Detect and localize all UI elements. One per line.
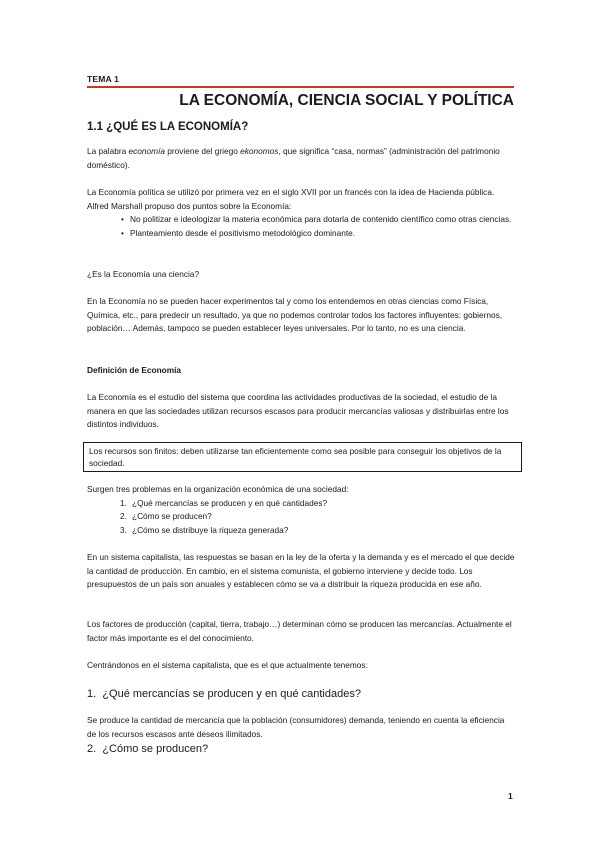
subheading-q1 (87, 687, 361, 701)
q2-text: ¿Cómo se producen? (102, 743, 209, 755)
list-item (120, 510, 515, 524)
list-number: 1. (120, 497, 127, 508)
q1-text: ¿Qué mercancías se producen y en qué cantidades? (102, 688, 361, 700)
page-title: LA ECONOMÍA, CIENCIA SOCIAL Y POLÍTICA (179, 92, 514, 109)
list-text: ¿Cómo se producen? (132, 511, 212, 521)
paragraph-politica (87, 186, 515, 240)
palabra-mid: proviene del griego (164, 146, 241, 156)
list-number: 3. (120, 524, 127, 535)
palabra-em-economia: economía (128, 146, 165, 156)
tema-label: TEMA 1 (87, 74, 120, 84)
paragraph-definicion: La Economía es el estudio del sistema que coordina las actividades productivas de la sociedad, el estudio de la manera en que las sociedades utilizan recursos escasos para producir mercancías valiosas y distribuirlas entre los distintos individuos. (87, 392, 509, 429)
header-rule (87, 86, 514, 88)
list-item (120, 497, 515, 511)
q2-number: 2. (87, 743, 97, 755)
list-item (120, 524, 515, 538)
paragraph-centrandonos: Centrándonos en el sistema capitalista, que es el que actualmente tenemos: (87, 660, 368, 670)
highlight-box: Los recursos son finitos: deben utilizarse tan eficientemente como sea posible para conseguir los objetivos de la sociedad. (83, 442, 522, 472)
palabra-post: , que significa “casa, normas” (administración del patrimonio doméstico). (87, 146, 500, 170)
question-ciencia: ¿Es la Economía una ciencia? (87, 269, 200, 279)
subheading-q2 (87, 742, 208, 756)
palabra-em-ekonomos: ekonomos (240, 146, 279, 156)
paragraph-factores: Los factores de producción (capital, tierra, trabajo…) determinan cómo se producen las mercancías. Actualmente el factor más importante es el del conocimiento. (87, 619, 512, 643)
paragraph-capitalista: En un sistema capitalista, las respuestas se basan en la ley de la oferta y la demanda y es el mercado el que decide la cantidad de producción. En cambio, en el sistema comunista, el gobierno interviene y decide todo. Los presupuestos de un país son anuales y establecen cómo se va a distribuir la riqueza producida en ese año. (87, 552, 515, 589)
palabra-pre: La palabra (87, 146, 129, 156)
bullet-item: • No politizar e ideologizar la materia económica para dotarla de contenido científico como otras ciencias. (121, 213, 515, 227)
problemas-list (87, 497, 515, 538)
list-number: 2. (120, 511, 127, 521)
bullet-item: • Planteamiento desde el positivismo metodológico dominante. (121, 227, 515, 241)
section-title: 1.1 ¿QUÉ ES LA ECONOMÍA? (87, 121, 249, 133)
marshall-bullet-list (87, 213, 515, 240)
list-text: ¿Cómo se distribuye la riqueza generada? (132, 524, 289, 535)
paragraph-ciencia: En la Economía no se pueden hacer experimentos tal y como los entendemos en otras ciencias como Física, Química, etc., para predecir un resultado, ya que no podemos controlar todos los factores influyentes: gobiernos, población… Además, tampoco se pueden establecer leyes universales. Por lo tanto, no es una ciencia. (87, 296, 503, 333)
paragraph-problemas (87, 483, 515, 537)
q1-number: 1. (87, 688, 97, 700)
politica-text: La Economía política se utilizó por primera vez en el siglo XVII por un francés con la idea de Hacienda pública. Alfred Marshall propuso dos puntos sobre la Economía: (87, 187, 495, 211)
heading-definicion: Definición de Economía (87, 365, 182, 375)
list-text: ¿Qué mercancías se producen y en qué cantidades? (132, 497, 328, 508)
page-number: 1 (508, 791, 513, 801)
paragraph-cantidad: Se produce la cantidad de mercancía que la población (consumidores) demanda, teniendo en cuenta la eficiencia de los recursos escasos ante deseos ilimitados. (87, 715, 505, 739)
problemas-intro: Surgen tres problemas en la organización económica de una sociedad: (87, 484, 349, 494)
paragraph-palabra (87, 145, 515, 172)
